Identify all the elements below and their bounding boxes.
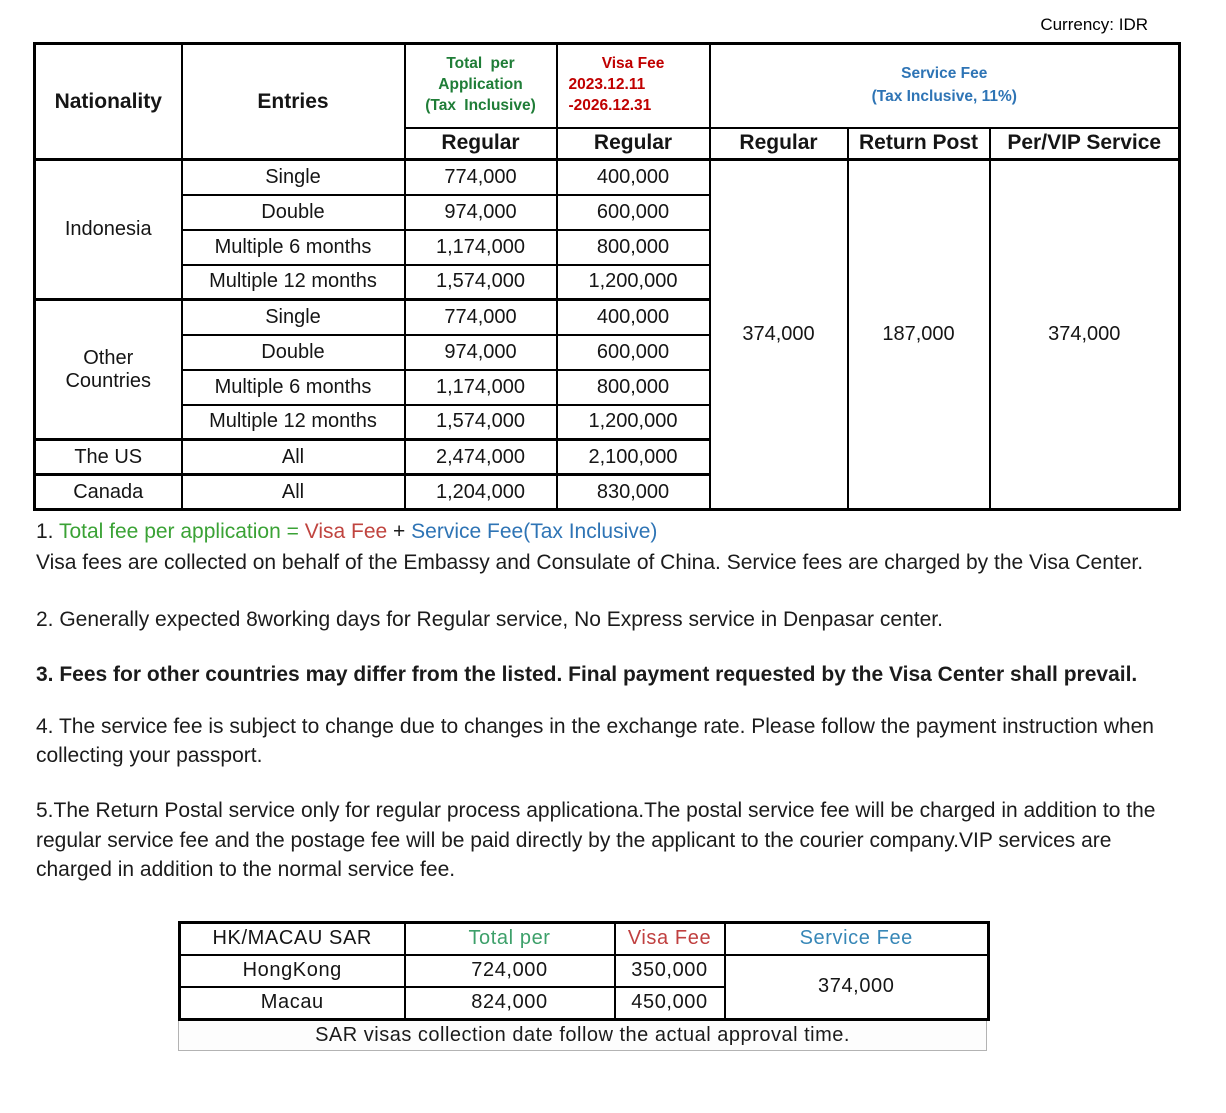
note-4: 4. The service fee is subject to change due to changes in the exchange rate. Please follow the payment instruction when collecting your passport. xyxy=(36,714,1154,767)
formula-segment: = xyxy=(280,520,305,543)
total-cell: 974,000 xyxy=(405,195,557,230)
total-cell: 974,000 xyxy=(405,335,557,370)
entries-cell: Multiple 12 months xyxy=(182,405,405,440)
entries-cell: Single xyxy=(182,160,405,195)
header-entries: Entries xyxy=(182,44,405,160)
header-visa-date-end: -2026.12.31 xyxy=(568,97,652,115)
visa-cell: 830,000 xyxy=(557,475,710,510)
formula-segment: Visa Fee xyxy=(304,520,388,543)
nationality-indonesia: Indonesia xyxy=(35,160,182,300)
visa-cell: 1,200,000 xyxy=(557,405,710,440)
sar-header-row xyxy=(180,922,989,955)
sar-header-service-fee: Service Fee xyxy=(725,922,989,955)
header-nationality: Nationality xyxy=(35,44,182,160)
entries-cell: Multiple 12 months xyxy=(182,265,405,300)
visa-cell: 800,000 xyxy=(557,370,710,405)
header-visa-fee xyxy=(557,44,710,128)
notes-section xyxy=(36,517,1184,885)
sar-total-cell: 724,000 xyxy=(405,955,615,987)
service-fee-regular-value: 374,000 xyxy=(710,160,848,510)
total-cell: 774,000 xyxy=(405,160,557,195)
formula-segment: Service Fee(Tax Inclusive) xyxy=(411,520,658,543)
sar-region-cell: HongKong xyxy=(180,955,405,987)
total-cell: 774,000 xyxy=(405,300,557,335)
visa-cell: 1,200,000 xyxy=(557,265,710,300)
subheader-visa-regular: Regular xyxy=(557,128,710,160)
header-service-line1: Service Fee xyxy=(901,65,988,83)
visa-cell: 400,000 xyxy=(557,300,710,335)
total-cell: 1,174,000 xyxy=(405,230,557,265)
subheader-service-regular: Regular xyxy=(710,128,848,160)
visa-cell: 400,000 xyxy=(557,160,710,195)
entries-cell: Single xyxy=(182,300,405,335)
total-cell: 1,574,000 xyxy=(405,265,557,300)
note-5: 5.The Return Postal service only for regular process applicationa.The postal service fee will be charged in addition to the regular service fee and the postage fee will be paid directly by the applicant to the courier company.VIP services are charged in addition to the normal service fee. xyxy=(36,799,1156,882)
subheader-per-vip-service: Per/VIP Service xyxy=(990,128,1180,160)
total-cell: 1,174,000 xyxy=(405,370,557,405)
visa-cell: 2,100,000 xyxy=(557,440,710,475)
visa-cell: 800,000 xyxy=(557,230,710,265)
sar-header-visa-fee: Visa Fee xyxy=(615,922,725,955)
sar-total-cell: 824,000 xyxy=(405,987,615,1020)
note-2: 2. Generally expected 8working days for Regular service, No Express service in Denpasar center. xyxy=(36,607,943,631)
entries-cell: Double xyxy=(182,335,405,370)
sar-header-total: Total per xyxy=(405,922,615,955)
formula-segment: + xyxy=(387,520,412,543)
header-service-fee xyxy=(710,44,1180,128)
header-service-line2: (Tax Inclusive, 11%) xyxy=(871,87,1017,105)
service-fee-per-vip-value: 374,000 xyxy=(990,160,1180,510)
sar-visa-cell: 350,000 xyxy=(615,955,725,987)
nationality-canada: Canada xyxy=(35,475,182,510)
sar-row-hongkong xyxy=(180,955,989,987)
sar-header-region: HK/MACAU SAR xyxy=(180,922,405,955)
entries-cell: Multiple 6 months xyxy=(182,370,405,405)
sar-footnote: SAR visas collection date follow the actual approval time. xyxy=(178,1021,987,1051)
formula-segment: Total fee per application xyxy=(58,520,281,543)
header-total-line3: (Tax Inclusive) xyxy=(425,97,536,115)
service-fee-return-post-value: 187,000 xyxy=(848,160,990,510)
entries-cell: Double xyxy=(182,195,405,230)
formula-segment: 1. xyxy=(36,520,59,543)
note-3: 3. Fees for other countries may differ from the listed. Final payment requested by the Visa Center shall prevail. xyxy=(36,663,1138,687)
sar-region-cell: Macau xyxy=(180,987,405,1020)
sar-fee-table xyxy=(178,921,990,1021)
sar-service-fee-value: 374,000 xyxy=(725,955,989,1020)
total-cell: 1,204,000 xyxy=(405,475,557,510)
note-1-formula xyxy=(36,517,1184,546)
entries-cell: All xyxy=(182,475,405,510)
nationality-other-countries: Other Countries xyxy=(35,300,182,440)
header-visa-date-start: 2023.12.11 xyxy=(568,76,646,94)
entries-cell: Multiple 6 months xyxy=(182,230,405,265)
header-total-line1: Total per xyxy=(446,55,515,73)
header-visa-line1: Visa Fee xyxy=(601,55,665,73)
table-row xyxy=(35,160,1180,195)
visa-cell: 600,000 xyxy=(557,195,710,230)
currency-label: Currency: IDR xyxy=(1040,15,1148,34)
nationality-the-us: The US xyxy=(35,440,182,475)
note-1-body: Visa fees are collected on behalf of the Embassy and Consulate of China. Service fees are charged by the Visa Center. xyxy=(36,551,1144,575)
header-total-line2: Application xyxy=(438,76,523,94)
sar-visa-cell: 450,000 xyxy=(615,987,725,1020)
sar-section xyxy=(178,921,987,1051)
total-cell: 1,574,000 xyxy=(405,405,557,440)
header-total-per-application xyxy=(405,44,557,128)
note-1 xyxy=(36,517,1184,578)
visa-fee-table xyxy=(33,42,1181,511)
total-cell: 2,474,000 xyxy=(405,440,557,475)
entries-cell: All xyxy=(182,440,405,475)
subheader-total-regular: Regular xyxy=(405,128,557,160)
visa-cell: 600,000 xyxy=(557,335,710,370)
subheader-return-post: Return Post xyxy=(848,128,990,160)
